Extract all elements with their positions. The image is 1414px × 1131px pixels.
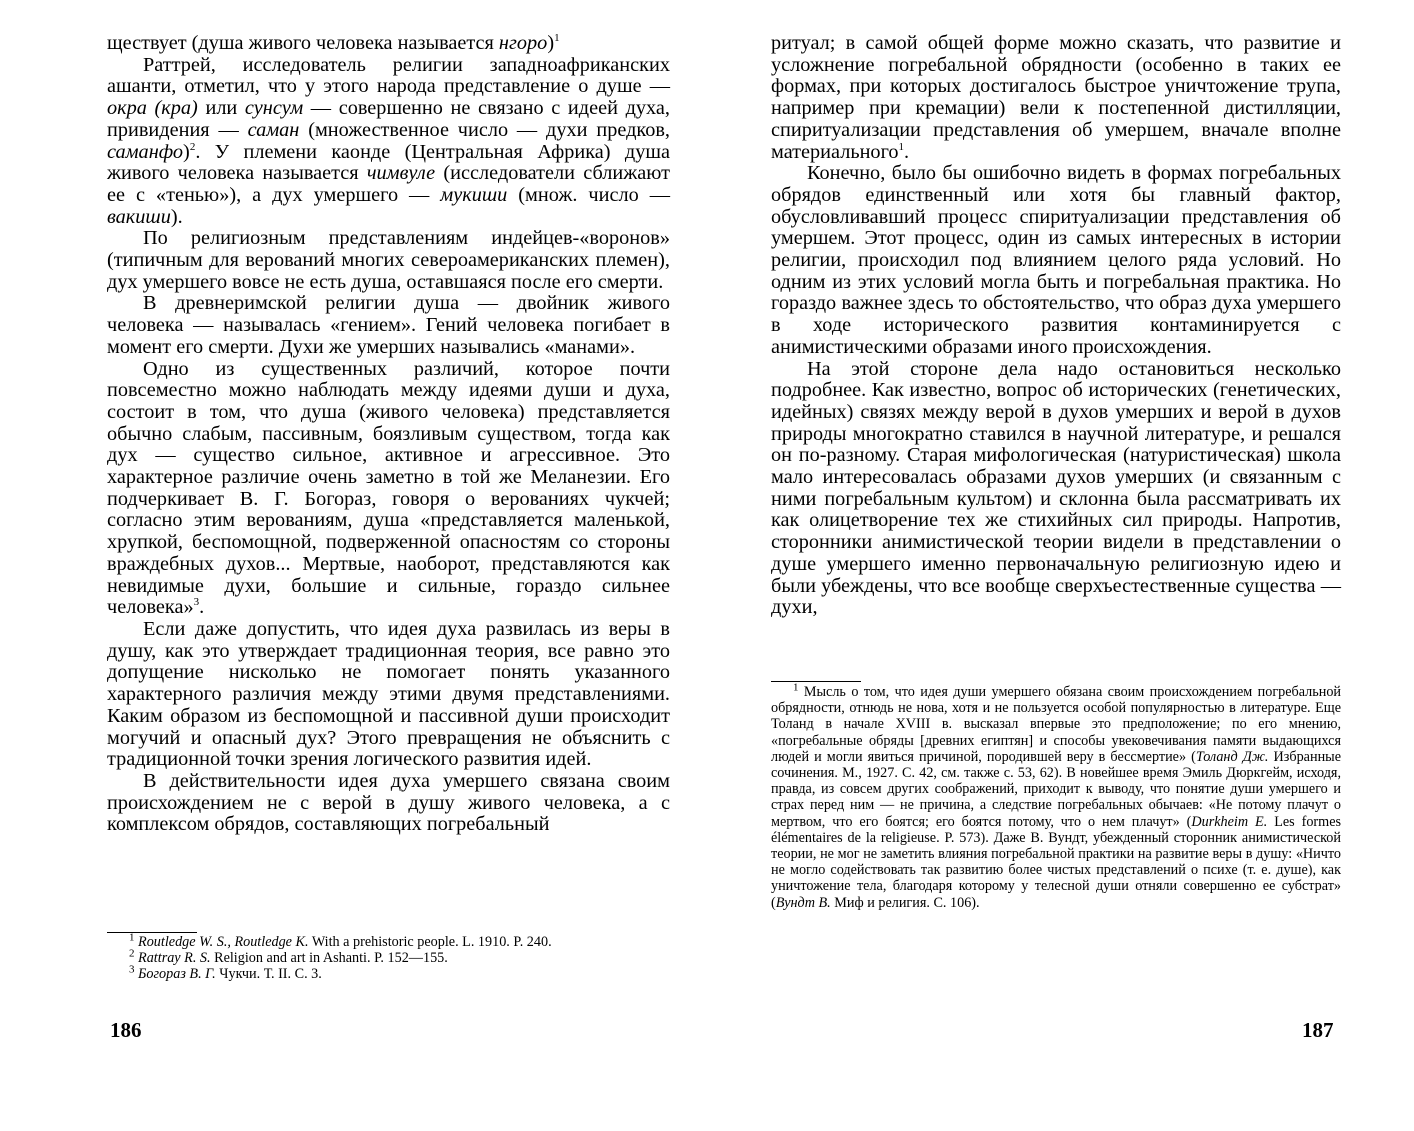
text-run: (множественное число — духи предков, [299, 118, 670, 141]
text-run: ритуал; в самой общей форме можно сказать, что развитие и усложнение погребальной обрядности (особенно в таких ее формах, при которых достигалось быстрое уничтожение трупа, например при кремации) вели к постепенной дистилляции, спиритуализации представления об умершем, вначале вполне материального [771, 32, 1341, 163]
text-run: . [904, 140, 910, 163]
footnote-ref: 1 [554, 32, 560, 45]
footnote [107, 963, 670, 983]
left-footnote-rule [107, 932, 197, 933]
paragraph [107, 55, 670, 229]
footnote [107, 947, 670, 967]
footnote-ref: 2 [189, 140, 196, 153]
text-run: Мысль о том, что идея души умершего обязана своим происхождением погребальной обрядности, отнюдь не нова, хотя и не пользуется особой популярностью в литературе. Еще Толанд в начале XVIII в. высказал впервые это предположение; по его мнению, «погребальные обряды [древних египтян] и способы увековечивания памяти выдающихся людей и могли явиться причиной, породившей веру в бессмертие» ( [771, 684, 1341, 765]
italic-term: Вундт В. [775, 894, 831, 911]
text-run: Les formes élémentaires de la religieuse. P. 573). Даже В. Вундт, убежденный сторонник анимистической теории, не мог не заметить влияния погребальной практики на развитие веры в душу: «Ничто не могло содействовать так развитию более чистых представлений о психе (т. е. душе), как уничтожение тела, благодаря которому у телесной души отняли совершенно ее субстрат» ( [771, 813, 1342, 911]
italic-term: саман [247, 118, 300, 141]
italic-term: сунсум [244, 97, 304, 120]
text-run: Избранные сочинения. М., 1927. С. 42, см. также с. 53, 62). В новейшее время Эмиль Дюркгейм, исходя, правда, из совсем других соображений, приходит к выводу, что понятие души умершего и страх перед ним — не причина, а следствие погребальных обычаев: «Не потому плачут о мертвом, что его боятся; его боятся потому, что о нем плачут» ( [771, 748, 1341, 830]
footnote-ref: 3 [129, 963, 135, 976]
text-run: (множ. число — [507, 183, 670, 206]
paragraph [107, 33, 670, 55]
left-body-text [107, 33, 670, 836]
text-run: Одно из существенных различий, которое почти повсеместно можно наблюдать между идеями души и духа, состоит в том, что душа (живого человека) представляется обычно слабым, пассивным, боязливым существом, тогда как дух — существо сильное, активное и агрессивное. Это характерное различие очень заметно в той же Меланезии. Его подчеркивает В. Г. Богораз, говоря о верованиях чукчей; согласно этим верованиям, душа «представляется маленькой, хрупкой, беспомощной, подверженной опасностям со стороны враждебных духов... Мертвые, наоборот, представляются как невидимые духи, большие и сильные, гораздо сильнее человека» [107, 357, 670, 619]
text-run: ществует (душа живого человека называется [107, 32, 499, 54]
italic-term: вакиши [107, 205, 171, 228]
page-number-right: 187 [1302, 1018, 1334, 1042]
footnote [771, 681, 1342, 911]
paragraph [107, 293, 670, 358]
footnote-ref: 1 [129, 931, 135, 944]
paragraph [107, 619, 670, 771]
text-run: With a prehistoric people. L. 1910. P. 240. [308, 934, 552, 950]
paragraph [107, 359, 670, 619]
text-run: Конечно, было бы ошибочно видеть в формах погребальных обрядов единственный или хотя бы главный фактор, обусловливавший процесс спиритуализации представления об умершем. Этот процесс, один из самых интересных в истории религии, происходил под влиянием целого ряда условий. Но одним из этих условий могла быть и погребальная практика. Но гораздо важнее здесь то обстоятельство, что образ духа умершего в ходе исторического развития контаминируется с анимистическими образами иного происхождения. [771, 162, 1341, 358]
text-run: Religion and art in Ashanti. P. 152—155. [210, 950, 448, 967]
text-run: (исследователи сближают ее с «тенью»), а дух умершего — [107, 162, 670, 206]
italic-term: Durkheim E. [1191, 813, 1268, 830]
text-run: В действительности идея духа умершего связана своим происхождением не с верой в душу живого человека, а с комплексом обрядов, составляющих погребальный [107, 769, 670, 836]
italic-term: окра (кра) [107, 97, 198, 120]
page-number-left: 186 [110, 1018, 142, 1042]
text-run: Чукчи. Т. II. С. 3. [215, 966, 322, 983]
footnote-ref: 3 [193, 596, 200, 609]
footnote-ref: 1 [793, 681, 799, 694]
italic-term: Богораз В. Г. [138, 966, 216, 983]
text-run: На этой стороне дела надо остановиться несколько подробнее. Как известно, вопрос об исторических (генетических, идейных) связях между верой в духов умерших и верой в духов природы многократно ставился в научной литературе, и решался он по-разному. Старая мифологическая (натуристическая) школа мало интересовалась образами духов умерших (и связанным с ними погребальным культом) и склонна была рассматривать их как олицетворение тех же стихийных сил природы. Напротив, сторонники анимистической теории видели в представлении о душе умершего именно первоначальную религиозную идею и были убеждены, что все вообще сверхъестественные существа — духи, [771, 357, 1341, 619]
paragraph [771, 33, 1341, 163]
text-run: Миф и религия. С. 106). [830, 894, 980, 911]
text-run: Если даже допустить, что идея духа развилась из веры в душу, как это утверждает традиционная теория, все равно это допущение нисколько не помогает понять указанного характерного различия между этими двумя представлениями. Каким образом из беспомощной и пассивной души происходит могучий и опасный дух? Этого превращения не объяснить с традиционной точки зрения логического развития идей. [107, 617, 670, 771]
italic-term: мукиши [440, 183, 508, 206]
italic-term: Толанд Дж. [1195, 748, 1269, 765]
text-run: ) [183, 140, 190, 163]
paragraph [771, 163, 1341, 358]
footnote-ref: 2 [129, 947, 135, 960]
text-run: По религиозным представлениям индейцев-«воронов» (типичным для верований многих североамериканских племен), дух умершего вовсе не есть душа, оставшаяся после его смерти. [107, 227, 670, 293]
italic-term: Routledge W. S., Routledge K. [138, 934, 309, 950]
text-run: или [197, 97, 245, 120]
paragraph [107, 228, 670, 293]
text-run: ) [547, 32, 555, 54]
left-footnotes [107, 931, 670, 983]
paragraph [771, 359, 1341, 619]
right-footnotes [771, 681, 1342, 911]
text-run: . У племени каонде (Центральная Африка) душа живого человека называется [107, 140, 670, 185]
text-run: . [199, 596, 205, 619]
right-footnote-rule [771, 681, 861, 682]
right-body-text [771, 33, 1341, 619]
footnote-ref: 1 [898, 140, 905, 153]
text-run: В древнеримской религии душа — двойник живого человека — называлась «гением». Гений человека погибает в момент его смерти. Духи же умерших назывались «манами». [107, 292, 670, 358]
paragraph [107, 771, 670, 836]
text-run: Раттрей, исследователь религии западноафриканских ашанти, отметил, что у этого народа представление о душе — [107, 53, 670, 98]
text-run: ). [170, 205, 183, 228]
italic-term: Rattray R. S. [138, 950, 211, 967]
right-page [707, 0, 1414, 1131]
italic-term: чимвуле [366, 162, 436, 185]
italic-term: саманфо [107, 140, 184, 163]
italic-term: нгоро [498, 32, 548, 54]
footnote [107, 931, 670, 950]
text-run: — совершенно не связано с идеей духа, привидения — [107, 97, 671, 141]
